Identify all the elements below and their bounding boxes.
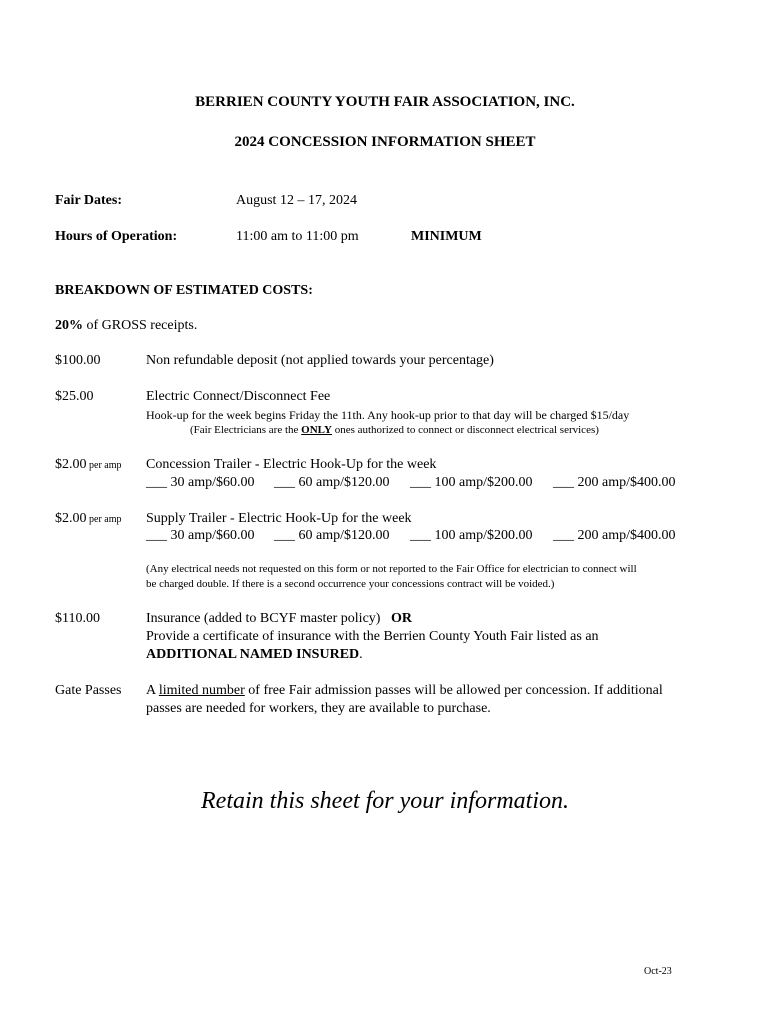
electrical-warning-line2: be charged double. If there is a second occurrence your concessions contract will be voided.) [146, 578, 555, 590]
gate-passes-post: of free Fair admission passes will be allowed per concession. If additional [244, 683, 663, 698]
insurance-line3 [146, 647, 363, 663]
electrician-note-pre: (Fair Electricians are the [190, 424, 302, 436]
supply-amount-value: $2.00 [55, 511, 87, 526]
concession-amount-unit: per amp [86, 460, 122, 471]
hours-value: 11:00 am to 11:00 pm [236, 229, 359, 244]
deposit-desc: Non refundable deposit (not applied towards your percentage) [146, 353, 494, 368]
supply-option-100: ___ 100 amp/$200.00 [410, 528, 533, 543]
electric-fee-desc: Electric Connect/Disconnect Fee [146, 389, 331, 404]
electric-fee-note: Hook-up for the week begins Friday the 11th. Any hook-up prior to that day will be charged $15/day [146, 408, 630, 422]
insurance-line2: Provide a certificate of insurance with the Berrien County Youth Fair listed as an [146, 629, 599, 644]
fair-dates-value: August 12 – 17, 2024 [236, 193, 357, 208]
hours-minimum: MINIMUM [411, 229, 482, 244]
deposit-amount: $100.00 [55, 353, 101, 368]
supply-desc: Supply Trailer - Electric Hook-Up for the week [146, 511, 412, 526]
concession-option-60: ___ 60 amp/$120.00 [274, 475, 390, 490]
concession-amount-value: $2.00 [55, 457, 87, 472]
supply-option-30: ___ 30 amp/$60.00 [146, 528, 255, 543]
insurance-amount: $110.00 [55, 611, 100, 626]
electrical-warning-line1: (Any electrical needs not requested on this form or not reported to the Fair Office for electrician to connect will [146, 563, 637, 575]
supply-option-60: ___ 60 amp/$120.00 [274, 528, 390, 543]
gate-passes-label: Gate Passes [55, 683, 122, 698]
footer-date: Oct-23 [644, 966, 672, 977]
gate-passes-line1 [146, 683, 663, 699]
concession-option-100: ___ 100 amp/$200.00 [410, 475, 533, 490]
org-title: BERRIEN COUNTY YOUTH FAIR ASSOCIATION, INC. [195, 94, 575, 110]
gate-passes-line2: passes are needed for workers, they are available to purchase. [146, 701, 491, 716]
concession-desc: Concession Trailer - Electric Hook-Up for the week [146, 457, 437, 472]
retain-notice: Retain this sheet for your information. [201, 788, 569, 814]
gate-passes-pre: A [146, 683, 159, 698]
insurance-or: OR [390, 611, 412, 626]
insurance-line1 [146, 611, 412, 627]
concession-option-30: ___ 30 amp/$60.00 [146, 475, 255, 490]
gate-passes-limited: limited number [158, 683, 245, 698]
percentage-text: of GROSS receipts. [83, 318, 198, 333]
electric-fee-amount: $25.00 [55, 389, 94, 404]
percentage-line [55, 318, 197, 334]
additional-named-insured: ADDITIONAL NAMED INSURED [146, 647, 360, 662]
insurance-line3-end: . [359, 647, 363, 662]
supply-amount [55, 511, 122, 527]
percentage-value: 20% [55, 318, 83, 333]
supply-option-200: ___ 200 amp/$400.00 [553, 528, 676, 543]
hours-label: Hours of Operation: [55, 229, 178, 244]
breakdown-heading: BREAKDOWN OF ESTIMATED COSTS: [55, 283, 313, 298]
electrician-note-only: ONLY [301, 424, 332, 436]
electrician-note [190, 424, 599, 436]
electrician-note-post: ones authorized to connect or disconnect electrical services) [331, 424, 599, 436]
concession-option-200: ___ 200 amp/$400.00 [553, 475, 676, 490]
fair-dates-label: Fair Dates: [55, 193, 122, 208]
concession-amount [55, 457, 122, 473]
insurance-desc: Insurance (added to BCYF master policy) [146, 611, 381, 626]
sheet-title: 2024 CONCESSION INFORMATION SHEET [234, 134, 536, 150]
supply-amount-unit: per amp [86, 514, 122, 525]
